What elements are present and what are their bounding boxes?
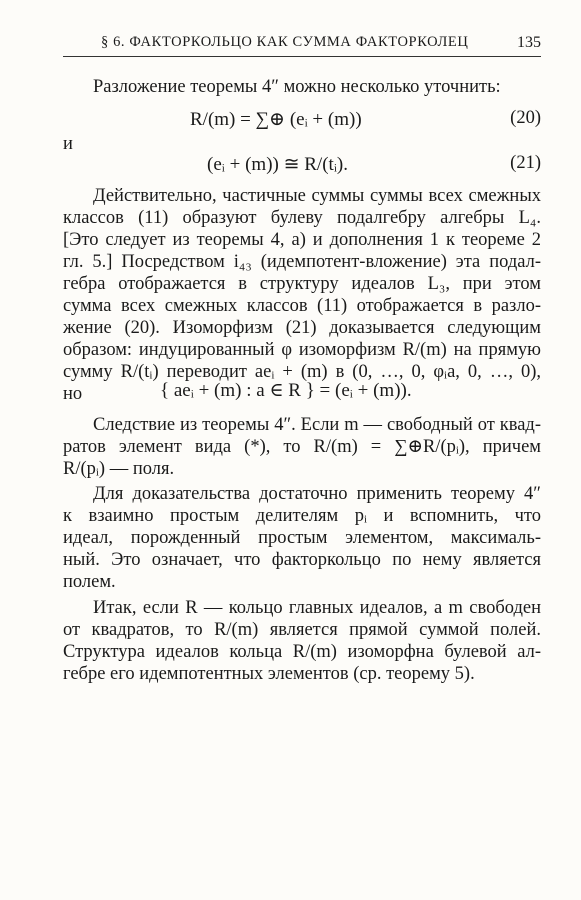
text-line: гл. 5.] Посредством i₄₃ (идемпотент-вложение) эта подал- xyxy=(63,252,541,272)
text-line: ный. Это означает, что факторкольцо по нему является xyxy=(63,550,541,570)
text-line: сумма всех смежных классов (11) отображается в разло- xyxy=(63,296,541,316)
text-line: ратов элемент вида (*), то R/(m) = ∑⊕R/(pᵢ), причем xyxy=(63,437,541,457)
text-line: образом: индуцированный φ изоморфизм R/(m) на прямую xyxy=(63,340,541,360)
text-line: Для доказательства достаточно применить теорему 4″ xyxy=(93,484,541,504)
text-line: жение (20). Изоморфизм (21) доказывается следующим xyxy=(63,318,541,338)
equation-20: R/(m) = ∑⊕ (eᵢ + (m)) xyxy=(190,109,362,130)
text-line: классов (11) образуют булеву подалгебру алгебры L₄. xyxy=(63,208,541,228)
text-line: сумму R/(tᵢ) переводит aeᵢ + (m) в (0, …, 0, φᵢa, 0, …, 0), xyxy=(63,362,541,382)
header-rule xyxy=(63,56,541,57)
text-line: полем. xyxy=(63,572,116,592)
equation-set: { aeᵢ + (m) : a ∈ R } = (eᵢ + (m)). xyxy=(160,380,412,401)
text-line: к взаимно простым делителям pᵢ и вспомнить, что xyxy=(63,506,541,526)
text-line: от квадратов, то R/(m) является прямой суммой полей. xyxy=(63,620,541,640)
text-line: Следствие из теоремы 4″. Если m — свободный от квад- xyxy=(93,415,541,435)
text-line: Разложение теоремы 4″ можно несколько уточнить: xyxy=(93,77,501,97)
page-number: 135 xyxy=(517,34,541,51)
text-line: Структура идеалов кольца R/(m) изоморфна булевой ал- xyxy=(63,642,541,662)
text-line: и xyxy=(63,134,73,154)
text-line: [Это следует из теоремы 4, а) и дополнения 1 к теореме 2 xyxy=(63,230,541,250)
equation-21: (eᵢ + (m)) ≅ R/(tᵢ). xyxy=(207,154,349,175)
text-line: гебра отображается в структуру идеалов L₃, при этом xyxy=(63,274,541,294)
text-line: Действительно, частичные суммы суммы всех смежных xyxy=(93,186,541,206)
header-title: § 6. ФАКТОРКОЛЬЦО КАК СУММА ФАКТОРКОЛЕЦ xyxy=(101,34,469,50)
text-line: идеал, порожденный простым элементом, максималь- xyxy=(63,528,541,548)
equation-number-20: (20) xyxy=(510,108,541,128)
text-line: Итак, если R — кольцо главных идеалов, а m свободен xyxy=(93,598,541,618)
equation-number-21: (21) xyxy=(510,153,541,173)
running-header xyxy=(63,31,541,57)
text-line: но xyxy=(63,384,83,404)
text-line: R/(pᵢ) — поля. xyxy=(63,459,175,479)
text-line: гебре его идемпотентных элементов (ср. теорему 5). xyxy=(63,664,475,684)
